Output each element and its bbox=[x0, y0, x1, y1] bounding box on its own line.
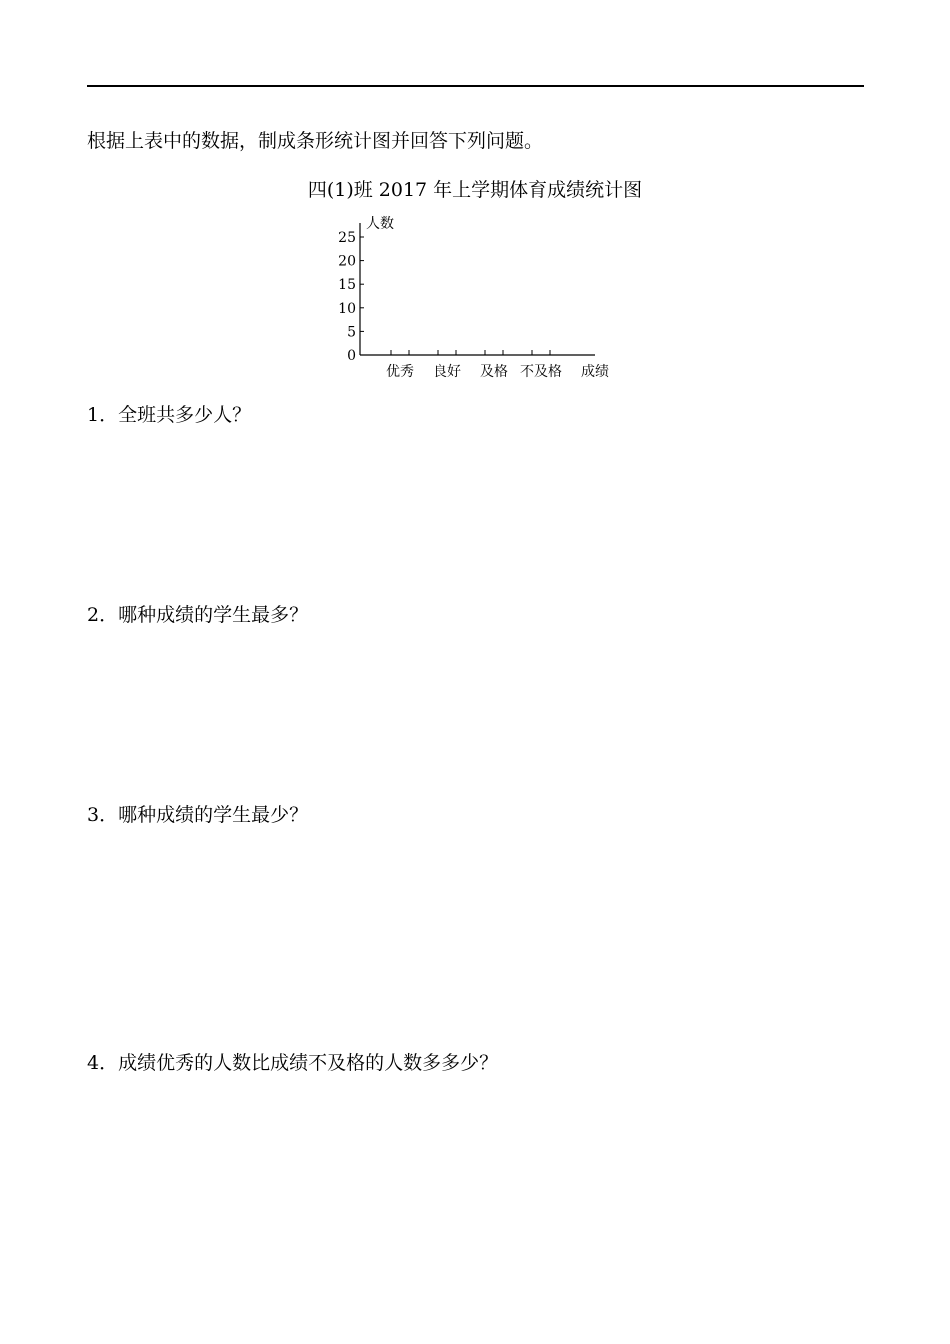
question-4-text: 成绩优秀的人数比成绩不及格的人数多多少？ bbox=[118, 1052, 499, 1074]
top-rule bbox=[87, 85, 864, 87]
question-1 bbox=[87, 402, 251, 428]
question-3 bbox=[87, 802, 308, 828]
y-axis-label: 人数 bbox=[366, 216, 394, 232]
question-3-number: 3． bbox=[87, 804, 119, 826]
question-2 bbox=[87, 602, 308, 628]
question-2-number: 2． bbox=[87, 604, 119, 626]
chart-title: 四(1)班 2017 年上学期体育成绩统计图 bbox=[307, 179, 643, 201]
x-category-label: 不及格 bbox=[520, 364, 562, 380]
y-tick-label: 25 bbox=[338, 230, 356, 246]
question-1-text: 全班共多少人？ bbox=[118, 404, 252, 426]
y-tick-label: 20 bbox=[338, 253, 356, 270]
y-tick-label: 15 bbox=[338, 277, 356, 294]
y-tick-label: 0 bbox=[347, 348, 356, 364]
x-category-label: 及格 bbox=[480, 364, 508, 380]
chart-plot-area bbox=[338, 215, 609, 380]
intro-text: 根据上表中的数据，制成条形统计图并回答下列问题。 bbox=[87, 130, 544, 152]
bar-chart bbox=[320, 205, 620, 385]
question-4 bbox=[87, 1050, 498, 1076]
x-category-label: 良好 bbox=[433, 364, 461, 380]
y-tick-label: 10 bbox=[338, 300, 356, 317]
question-4-number: 4． bbox=[87, 1052, 119, 1074]
x-axis-label: 成绩 bbox=[581, 364, 609, 380]
question-2-text: 哪种成绩的学生最多？ bbox=[118, 604, 309, 626]
question-1-number: 1． bbox=[87, 404, 119, 426]
x-category-label: 优秀 bbox=[386, 364, 414, 380]
question-3-text: 哪种成绩的学生最少？ bbox=[118, 804, 309, 826]
y-tick-label: 5 bbox=[347, 324, 356, 341]
